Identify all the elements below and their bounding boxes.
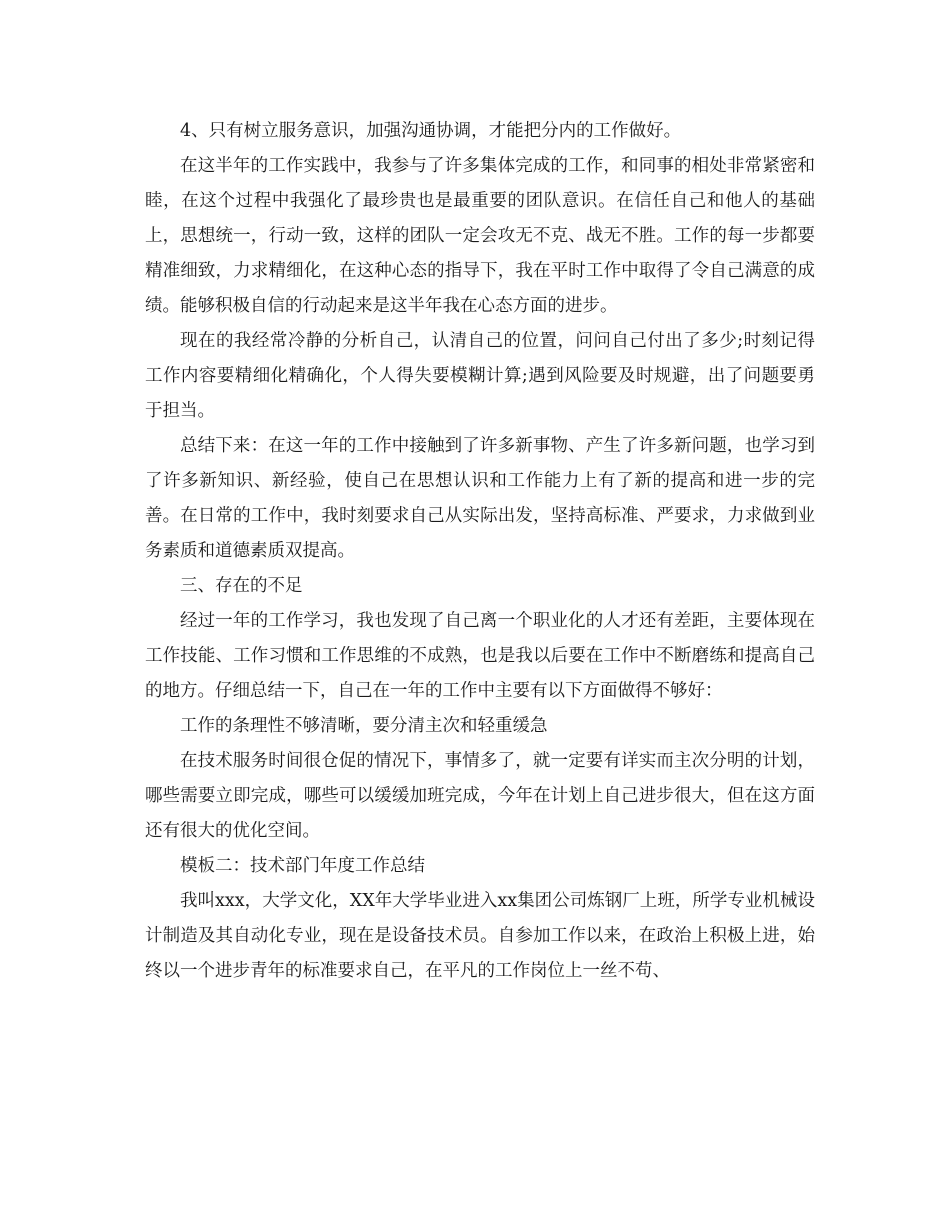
paragraph-self-analysis: 现在的我经常冷静的分析自己，认清自己的位置，问问自己付出了多少;时刻记得工作内容要精细化精确化，个人得失要模糊计算;遇到风险要及时规避，出了问题要勇于担当。 [145,331,815,421]
subheading-organization: 工作的条理性不够清晰，要分清主次和轻重缓急 [180,716,548,736]
section-heading-shortcomings: 三、存在的不足 [180,576,303,596]
paragraph-planning: 在技术服务时间很仓促的情况下，事情多了，就一定要有详实而主次分明的计划，哪些需要立即完成，哪些可以缓缓加班完成，今年在计划上自己进步很大，但在这方面还有很大的优化空间。 [145,751,815,841]
paragraph-shortcomings: 经过一年的工作学习，我也发现了自己离一个职业化的人才还有差距，主要体现在工作技能、工作习惯和工作思维的不成熟，也是我以后要在工作中不断磨练和提高自己的地方。仔细总结一下，自己在一年的工作中主要有以下方面做得不够好： [145,611,815,701]
paragraph-introduction: 我叫xxx，大学文化，XX年大学毕业进入xx集团公司炼钢厂上班，所学专业机械设计制造及其自动化专业，现在是设备技术员。自参加工作以来，在政治上积极上进，始终以一个进步青年的标准要求自己，在平凡的工作岗位上一丝不苟、 [145,891,815,981]
document-body [145,114,815,989]
section-heading-template-two: 模板二：技术部门年度工作总结 [180,856,425,876]
paragraph-summary: 总结下来：在这一年的工作中接触到了许多新事物、产生了许多新问题，也学习到了许多新知识、新经验，使自己在思想认识和工作能力上有了新的提高和进一步的完善。在日常的工作中，我时刻要求自己从实际出发，坚持高标准、严要求，力求做到业务素质和道德素质双提高。 [145,436,815,561]
paragraph-item-4: 4、只有树立服务意识，加强沟通协调，才能把分内的工作做好。 [180,121,682,141]
paragraph-teamwork: 在这半年的工作实践中，我参与了许多集体完成的工作，和同事的相处非常紧密和睦，在这个过程中我强化了最珍贵也是最重要的团队意识。在信任自己和他人的基础上，思想统一，行动一致，这样的团队一定会攻无不克、战无不胜。工作的每一步都要精准细致，力求精细化，在这种心态的指导下，我在平时工作中取得了令自己满意的成绩。能够积极自信的行动起来是这半年我在心态方面的进步。 [145,156,815,316]
